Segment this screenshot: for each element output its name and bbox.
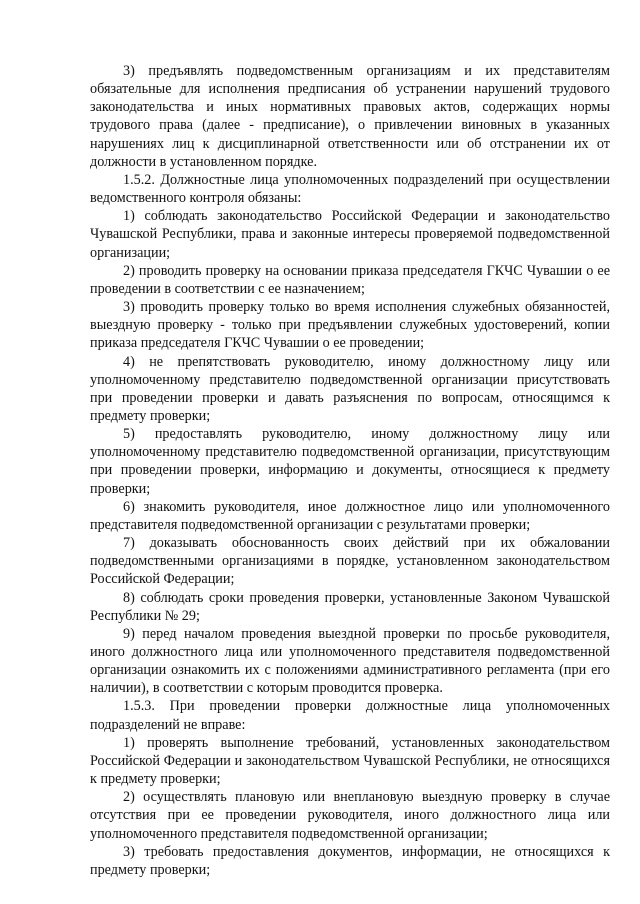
paragraph-1-5-3: 1.5.3. При проведении проверки должностные лица уполномоченных подразделений не вправе: bbox=[90, 698, 610, 733]
list-item-forbidden-1: 1) проверять выполнение требований, установленных законодательством Российской Федерации и законодательством Чувашской Республики, не относящихся к предмету проверки; bbox=[90, 734, 610, 788]
list-item-obliged-4: 4) не препятствовать руководителю, иному должностному лицу или уполномоченному представителю подведомственной организации присутствовать при проведении проверки и давать разъяснения по вопросам, относящимся к предмету проверки; bbox=[90, 353, 610, 424]
document-page bbox=[90, 62, 610, 879]
list-item-forbidden-2: 2) осуществлять плановую или внеплановую выездную проверку в случае отсутствия при ее проведении руководителя, иного должностного лица или уполномоченного представителя подведомственной организации; bbox=[90, 789, 610, 842]
paragraph-1-5-2: 1.5.2. Должностные лица уполномоченных подразделений при осуществлении ведомственного контроля обязаны: bbox=[90, 171, 610, 207]
list-item-obliged-1: 1) соблюдать законодательство Российской Федерации и законодательство Чувашской Республики, права и законные интересы проверяемой подведомственной организации; bbox=[90, 208, 610, 261]
list-item-forbidden-3: 3) требовать предоставления документов, информации, не относящихся к предмету проверки; bbox=[90, 843, 610, 878]
list-item-obliged-3: 3) проводить проверку только во время исполнения служебных обязанностей, выездную проверку - только при предъявлении служебных удостоверений, копии приказа председателя ГКЧС Чувашии о ее проведении; bbox=[90, 299, 610, 352]
list-item-obliged-9: 9) перед началом проведения выездной проверки по просьбе руководителя, иного должностного лица или уполномоченного представителя подведомственной организации ознакомить их с положениями административного регламента (при его наличии), в соответствии с которым проводится проверка. bbox=[90, 625, 610, 697]
list-item-obliged-8: 8) соблюдать сроки проведения проверки, установленные Законом Чувашской Республики № 29; bbox=[90, 589, 610, 624]
list-item-obliged-5: 5) предоставлять руководителю, иному должностному лицу или уполномоченному представителю подведомственной организации, присутствующим при проведении проверки, информацию и документы, относящиеся к предмету проверки; bbox=[90, 426, 610, 497]
paragraph-1-4-3: 3) предъявлять подведомственным организациям и их представителям обязательные для исполнения предписания об устранении нарушений трудового законодательства и иных нормативных правовых актов, содержащих нормы трудового права (далее - предписание), о привлечении виновных в указанных нарушениях лиц к дисциплинарной ответственности или об отстранении их от должности в установленном порядке. bbox=[90, 63, 610, 170]
list-item-obliged-6: 6) знакомить руководителя, иное должностное лицо или уполномоченного представителя подведомственной организации с результатами проверки; bbox=[90, 498, 610, 533]
list-item-obliged-2: 2) проводить проверку на основании приказа председателя ГКЧС Чувашии о ее проведении в соответствии с ее назначением; bbox=[90, 262, 610, 297]
list-item-obliged-7: 7) доказывать обоснованность своих действий при их обжаловании подведомственными организациями в порядке, установленном законодательством Российской Федерации; bbox=[90, 535, 610, 588]
